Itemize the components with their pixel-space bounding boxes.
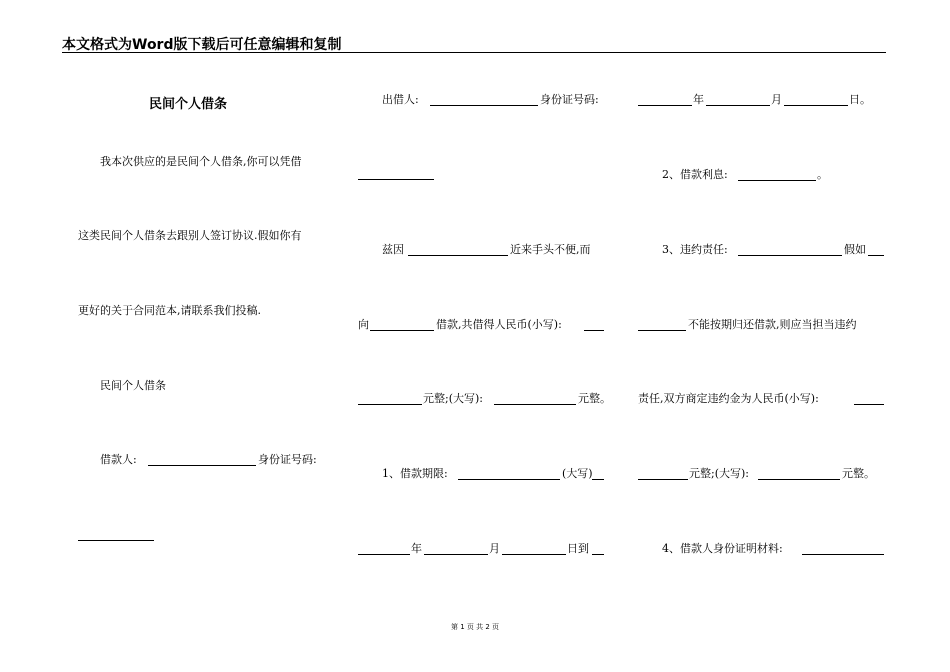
start-month-label: 月 [489, 542, 500, 555]
start-year-label: 年 [411, 542, 422, 555]
yuan-end-label: 元整。 [578, 392, 611, 405]
term-blank [458, 479, 560, 480]
penalty-end-label: 元整。 [842, 467, 875, 480]
breach-if-blank [868, 255, 884, 256]
penalty-text: 责任,双方商定违约金为人民币(小写): [638, 392, 819, 405]
breach-label: 3、违约责任: [662, 243, 728, 256]
end-day-label: 日。 [849, 93, 871, 106]
end-year-blank [592, 554, 604, 555]
penalty-small-blank [854, 404, 884, 405]
intro-line-1: 我本次供应的是民间个人借条,你可以凭借 [100, 155, 302, 168]
reason-label: 兹因 [382, 243, 404, 256]
intro-line-3: 更好的关于合同范本,请联系我们投稿. [78, 304, 261, 317]
breach-blank [738, 255, 842, 256]
page-header: 本文格式为Word版下载后可任意编辑和复制 [62, 37, 342, 53]
start-day-label: 日到 [567, 542, 589, 555]
reason-text: 近来手头不便,而 [510, 243, 591, 256]
lender-label: 出借人: [382, 93, 419, 106]
document-title: 民间个人借条 [149, 97, 228, 112]
end-day-blank [784, 105, 848, 106]
to-label: 向 [358, 318, 369, 331]
subheading: 民间个人借条 [100, 379, 166, 392]
end-year-blank-2 [638, 105, 692, 106]
amount-daxie-blank [494, 404, 576, 405]
lender-id-blank [358, 179, 434, 180]
breach-if: 假如 [844, 243, 866, 256]
interest-period: 。 [817, 168, 828, 181]
term-daxie-blank [592, 479, 604, 480]
amount-small-blank-2 [358, 404, 422, 405]
page-footer: 第 1 页 共 2 页 [450, 623, 500, 631]
interest-label: 2、借款利息: [662, 168, 728, 181]
end-month-blank [706, 105, 770, 106]
yuan-daxie-label: 元整;(大写): [423, 392, 483, 405]
penalty-small-blank-2 [638, 479, 688, 480]
term-daxie: (大写) [562, 467, 593, 480]
interest-blank [738, 180, 816, 181]
borrower-blank [148, 465, 256, 466]
end-year-label: 年 [693, 93, 704, 106]
id-material-label: 4、借款人身份证明材料: [662, 542, 783, 555]
breach-party-blank [638, 330, 686, 331]
term-label: 1、借款期限: [382, 467, 448, 480]
reason-blank [408, 255, 508, 256]
intro-line-2: 这类民间个人借条去跟别人签订协议.假如你有 [78, 229, 302, 242]
amount-small-blank [584, 330, 604, 331]
borrower-id-blank [78, 540, 154, 541]
header-rule [62, 52, 886, 53]
start-day-blank [502, 554, 566, 555]
creditor-blank [370, 330, 434, 331]
start-month-blank [424, 554, 488, 555]
penalty-daxie-blank [758, 479, 840, 480]
id-material-blank [802, 554, 884, 555]
amount-label: 借款,共借得人民币(小写): [436, 318, 562, 331]
start-year-blank [358, 554, 410, 555]
lender-id-label: 身份证号码: [540, 93, 599, 106]
lender-blank [430, 105, 538, 106]
end-month-label: 月 [771, 93, 782, 106]
borrower-label: 借款人: [100, 453, 137, 466]
borrower-id-label: 身份证号码: [258, 453, 317, 466]
penalty-daxie-label: 元整;(大写): [689, 467, 749, 480]
breach-text: 不能按期归还借款,则应当担当违约 [688, 318, 857, 331]
